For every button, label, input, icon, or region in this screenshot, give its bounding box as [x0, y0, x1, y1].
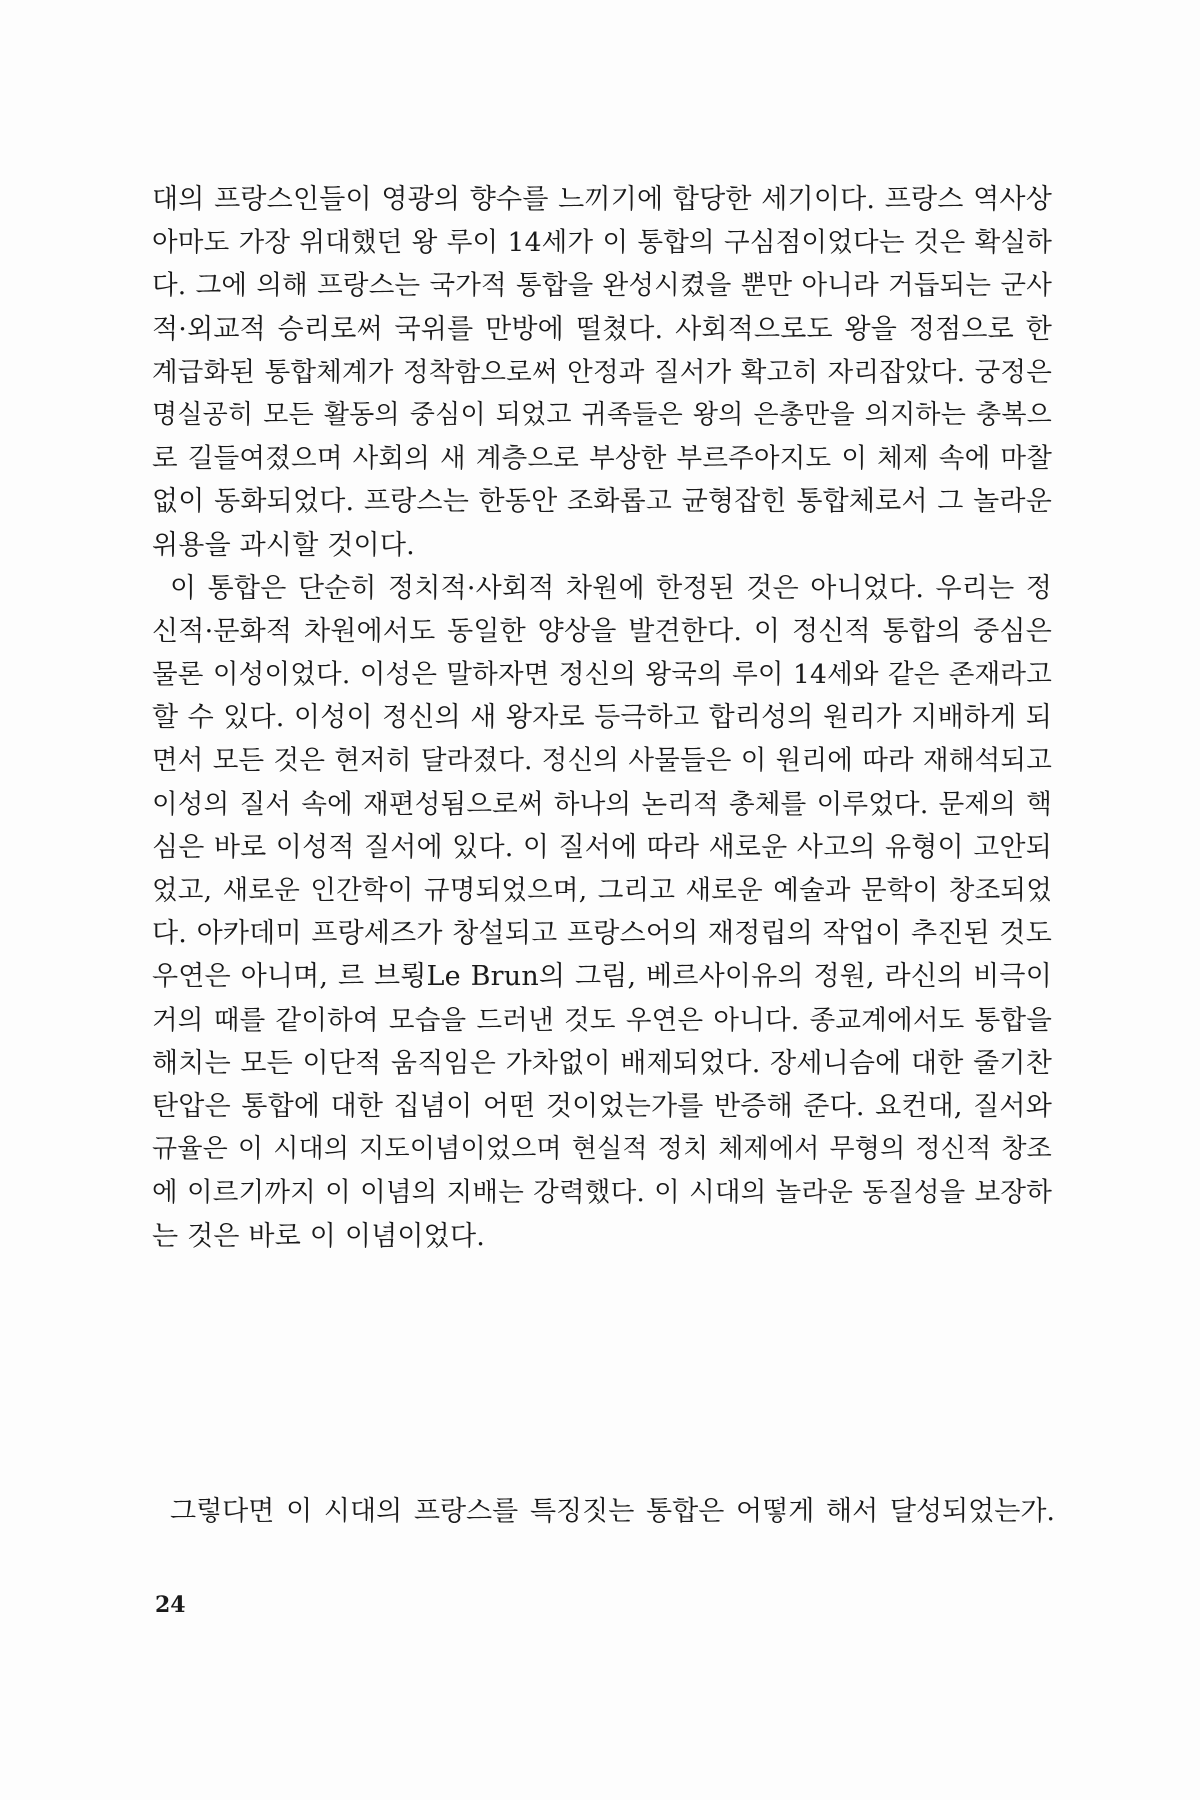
text-line: 로 길들여졌으며 사회의 새 계층으로 부상한 부르주아지도 이 체제 속에 마찰 [152, 443, 1052, 475]
text-line: 규율은 이 시대의 지도이념이었으며 현실적 정치 체제에서 무형의 정신적 창조 [152, 1134, 1052, 1165]
text-line: 다. 그에 의해 프랑스는 국가적 통합을 완성시켰을 뿐만 아니라 거듭되는 군사 [152, 270, 1052, 302]
text-line: 위용을 과시할 것이다. [152, 529, 415, 561]
text-line: 해치는 모든 이단적 움직임은 가차없이 배제되었다. 장세니슴에 대한 줄기찬 [152, 1047, 1052, 1079]
text-line: 었고, 새로운 인간학이 규명되었으며, 그리고 새로운 예술과 문학이 창조되었 [152, 875, 1052, 906]
text-line: 다. 아카데미 프랑세즈가 창설되고 프랑스어의 재정립의 작업이 추진된 것도 [152, 918, 1052, 950]
text-line: 이성의 질서 속에 재편성됨으로써 하나의 논리적 총체를 이루었다. 문제의 핵 [152, 788, 1052, 820]
text-line: 대의 프랑스인들이 영광의 향수를 느끼기에 합당한 세기이다. 프랑스 역사상 [152, 184, 1052, 215]
text-line: 탄압은 통합에 대한 집념이 어떤 것이었는가를 반증해 준다. 요컨대, 질서와 [152, 1090, 1052, 1122]
text-line: 심은 바로 이성적 질서에 있다. 이 질서에 따라 새로운 사고의 유형이 고안되 [152, 831, 1052, 863]
page-number: 24 [155, 1592, 186, 1618]
text-line: 명실공히 모든 활동의 중심이 되었고 귀족들은 왕의 은총만을 의지하는 충복으 [152, 399, 1052, 430]
text-line: 할 수 있다. 이성이 정신의 새 왕자로 등극하고 합리성의 원리가 지배하게 되 [152, 702, 1052, 734]
paragraph-1 [152, 178, 1052, 567]
text-line: 에 이르기까지 이 이념의 지배는 강력했다. 이 시대의 놀라운 동질성을 보장하 [152, 1177, 1052, 1209]
text-line: 아마도 가장 위대했던 왕 루이 14세가 이 통합의 구심점이었다는 것은 확실하 [152, 227, 1052, 259]
text-line: 거의 때를 같이하여 모습을 드러낸 것도 우연은 아니다. 종교계에서도 통합을 [152, 1004, 1052, 1036]
text-line: 신적·문화적 차원에서도 동일한 양상을 발견한다. 이 정신적 통합의 중심은 [152, 615, 1052, 647]
body-text [152, 178, 1052, 1258]
closing-question: 그렇다면 이 시대의 프랑스를 특징짓는 통합은 어떻게 해서 달성되었는가. [170, 1496, 1055, 1527]
text-line: 이 통합은 단순히 정치적·사회적 차원에 한정된 것은 아니었다. 우리는 정 [170, 572, 1052, 604]
text-line: 우연은 아니며, 르 브룅Le Brun의 그림, 베르사이유의 정원, 라신의 비극이 [152, 961, 1052, 993]
text-line: 적·외교적 승리로써 국위를 만방에 떨쳤다. 사회적으로도 왕을 정점으로 한 [152, 313, 1052, 345]
paragraph-2 [152, 567, 1052, 1258]
text-line: 물론 이성이었다. 이성은 말하자면 정신의 왕국의 루이 14세와 같은 존재라고 [152, 659, 1052, 691]
text-line: 는 것은 바로 이 이념이었다. [152, 1220, 486, 1252]
text-line: 계급화된 통합체계가 정착함으로써 안정과 질서가 확고히 자리잡았다. 궁정은 [152, 356, 1052, 388]
text-line: 없이 동화되었다. 프랑스는 한동안 조화롭고 균형잡힌 통합체로서 그 놀라운 [152, 486, 1052, 518]
text-line: 면서 모든 것은 현저히 달라졌다. 정신의 사물들은 이 원리에 따라 재해석되고 [152, 745, 1052, 777]
